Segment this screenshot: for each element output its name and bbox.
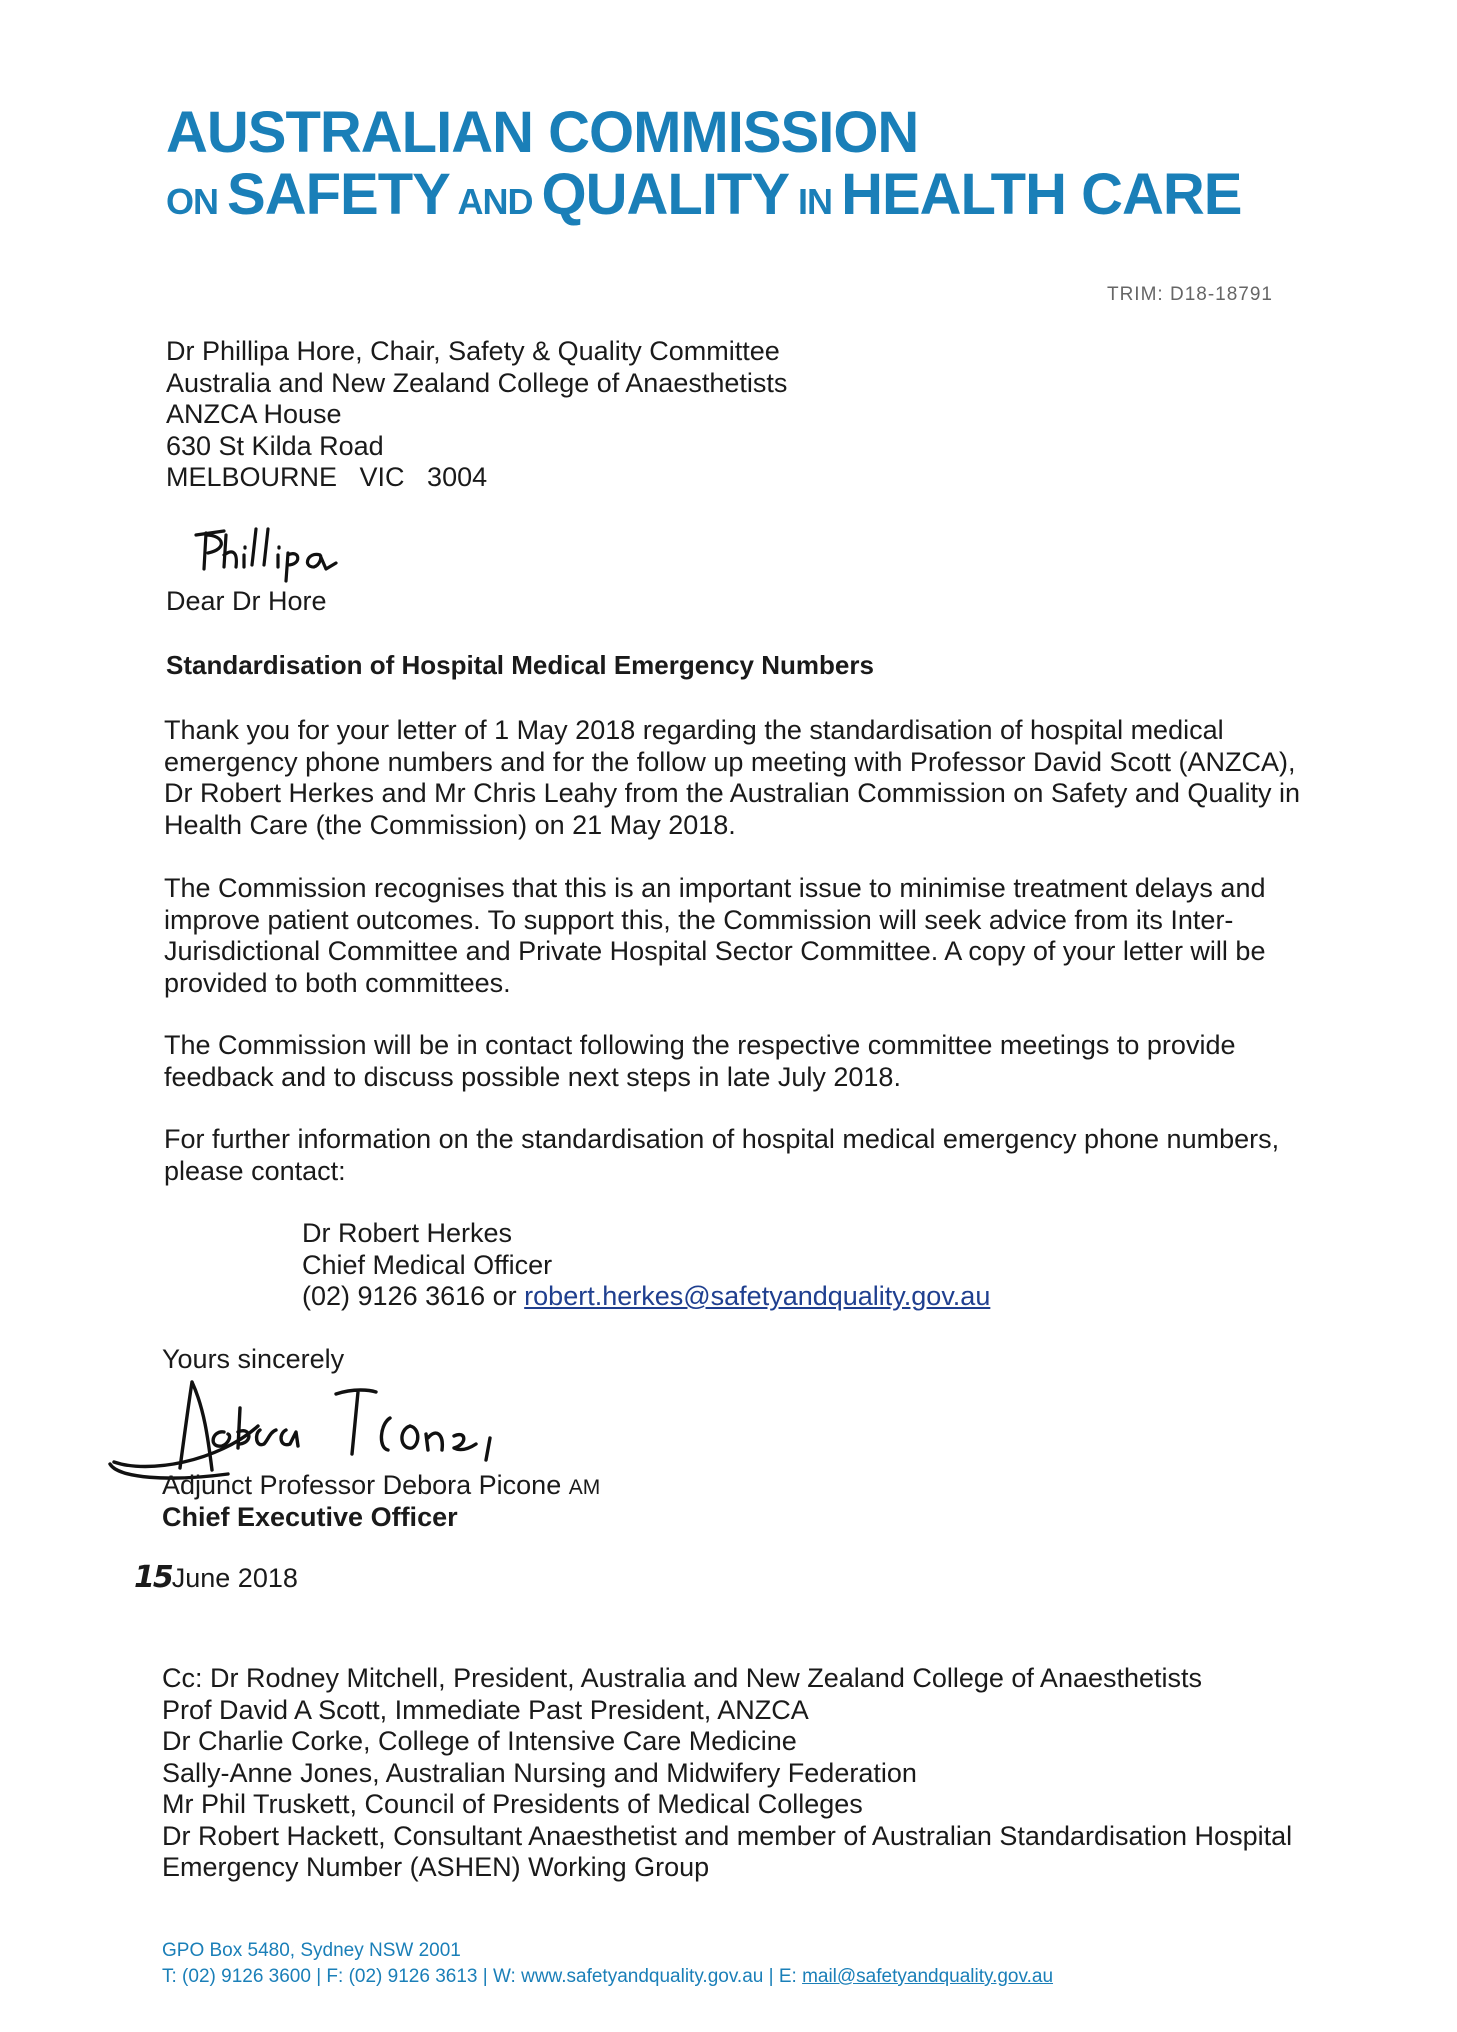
letter-date	[134, 1562, 298, 1595]
contact-phone-email	[302, 1281, 990, 1313]
signatory-honour: AM	[568, 1476, 601, 1499]
paragraph: The Commission recognises that this is an important issue to minimise treatment delays and improve patient outcomes. To support this, the Commission will seek advice from its Inter-Jurisdictional Committee and Private Hospital Sector Committee. A copy of your letter will be provided to both committees.	[164, 873, 1266, 998]
address-line: 630 St Kilda Road	[166, 430, 384, 461]
footer-contacts	[162, 1964, 1053, 1990]
contact-name: Dr Robert Herkes	[302, 1218, 513, 1248]
paragraph: For further information on the standardisation of hospital medical emergency phone numbers, please contact:	[164, 1124, 1280, 1186]
address-line: Australia and New Zealand College of Anaesthetists	[166, 367, 788, 398]
logo-word-health-care: HEALTH CARE	[841, 162, 1242, 227]
date-text: June 2018	[171, 1563, 298, 1593]
cc-item: Mr Phil Truskett, Council of Presidents of Medical Colleges	[162, 1789, 863, 1819]
logo-word-in: IN	[789, 181, 842, 222]
cc-item: Sally-Anne Jones, Australian Nursing and Midwifery Federation	[162, 1757, 917, 1788]
footer-contacts-text: T: (02) 9126 3600 | F: (02) 9126 3613 | W: www.safetyandquality.gov.au | E:	[162, 1966, 803, 1987]
address-block	[166, 336, 787, 494]
cc-item: Cc: Dr Rodney Mitchell, President, Australia and New Zealand College of Anaesthetists	[162, 1663, 1203, 1693]
handwritten-salutation-signature	[190, 525, 340, 585]
footer-address: GPO Box 5480, Sydney NSW 2001	[162, 1940, 461, 1961]
signatory-name: Adjunct Professor Debora Picone	[162, 1470, 562, 1500]
footer-email-link[interactable]: mail@safetyandquality.gov.au	[802, 1966, 1054, 1987]
cc-item: Emergency Number (ASHEN) Working Group	[162, 1852, 710, 1882]
address-line: Dr Phillipa Hore, Chair, Safety & Quality Committee	[166, 336, 780, 366]
closing: Yours sincerely	[162, 1344, 345, 1374]
letterhead-line-1: AUSTRALIAN COMMISSION	[166, 100, 919, 165]
address-line: ANZCA House	[166, 399, 342, 429]
cc-item: Dr Charlie Corke, College of Intensive Care Medicine	[162, 1726, 797, 1756]
logo-word-safety: SAFETY	[227, 162, 450, 227]
contact-title: Chief Medical Officer	[302, 1249, 553, 1280]
cc-list	[162, 1663, 1292, 1884]
cc-item: Prof David A Scott, Immediate Past President, ANZCA	[162, 1694, 809, 1725]
address-line: MELBOURNE VIC 3004	[166, 462, 488, 492]
trim-reference: TRIM: D18-18791	[1106, 284, 1273, 305]
cc-item: Dr Robert Hackett, Consultant Anaesthetist and member of Australian Standardisation Hospital	[162, 1820, 1293, 1851]
salutation: Dear Dr Hore	[166, 586, 327, 616]
signatory-role: Chief Executive Officer	[162, 1502, 458, 1532]
logo-word-on: ON	[166, 181, 228, 222]
subject-line: Standardisation of Hospital Medical Emergency Numbers	[166, 650, 874, 680]
logo-word-quality: QUALITY	[541, 162, 790, 227]
handwritten-date-day: 15	[134, 1560, 172, 1595]
footer	[162, 1938, 1053, 1990]
contact-email-link[interactable]: robert.herkes@safetyandquality.gov.au	[524, 1281, 991, 1311]
logo-word-and: AND	[449, 181, 542, 222]
paragraph: The Commission will be in contact following the respective committee meetings to provide feedback and to discuss possible next steps in late July 2018.	[164, 1030, 1236, 1092]
letterhead-line-2	[166, 164, 1241, 233]
contact-block	[302, 1218, 990, 1313]
paragraph: Thank you for your letter of 1 May 2018 regarding the standardisation of hospital medical emergency phone numbers and for the follow up meeting with Professor David Scott (ANZCA), Dr Robert Herkes and Mr Chris Leahy from the Australian Commission on Safety and Quality in Health Care (the Commission) on 21 May 2018.	[164, 715, 1300, 840]
signatory-name-line	[162, 1470, 600, 1504]
letterhead-logo	[166, 102, 1241, 233]
contact-phone: (02) 9126 3616 or	[302, 1281, 525, 1311]
